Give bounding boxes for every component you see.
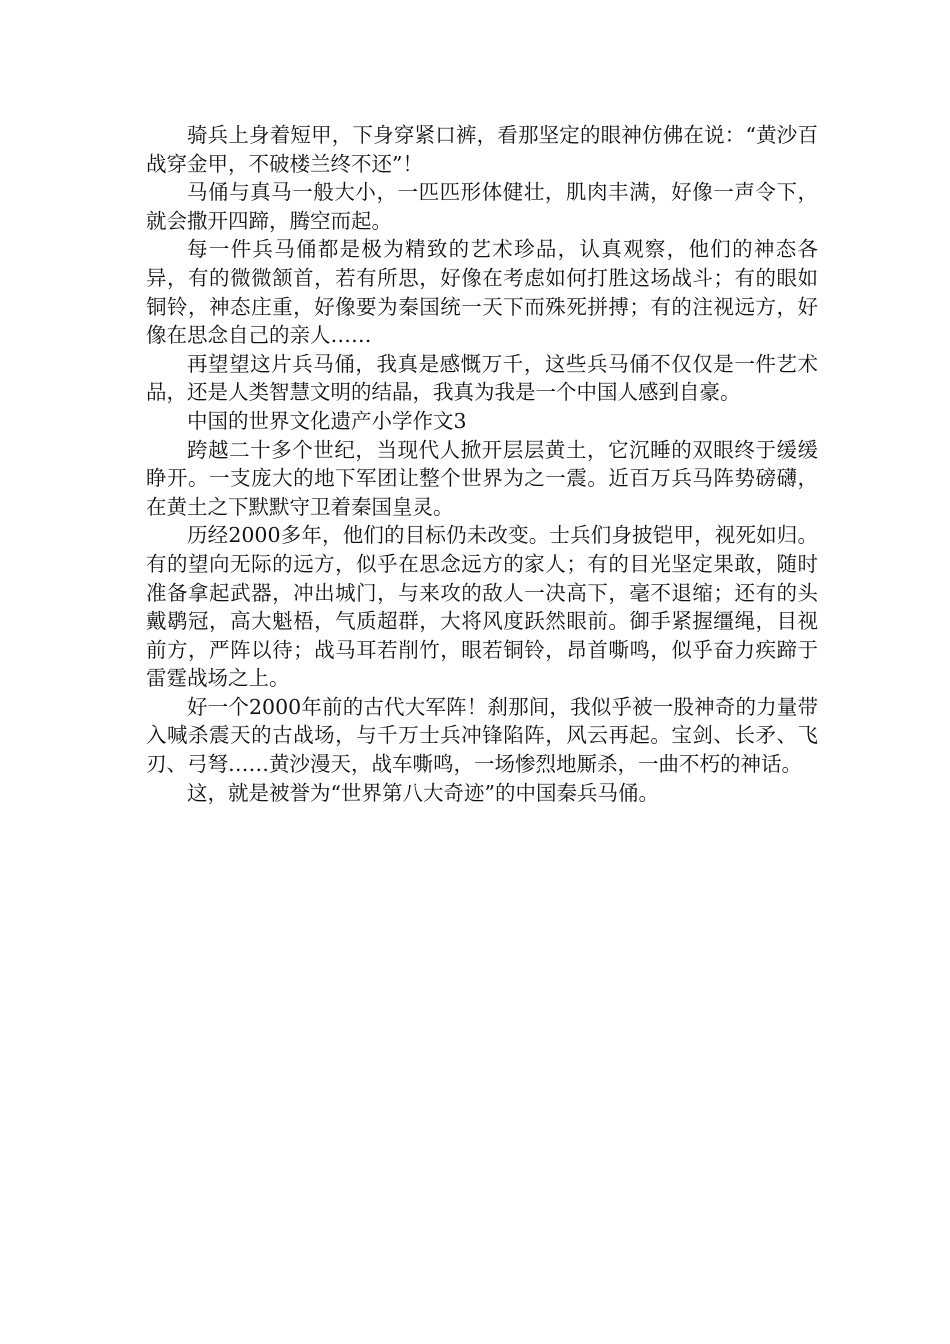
paragraph-battlefield: 好一个2000年前的古代大军阵！刹那间，我似乎被一股神奇的力量带入喊杀震天的古战场，与千万士兵冲锋陷阵，风云再起。宝剑、长矛、飞刃、弓弩……黄沙漫天，战车嘶鸣，一场惨烈地厮杀，一曲不朽的神话。 <box>146 694 818 777</box>
paragraph-conclusion: 这，就是被誉为“世界第八大奇迹”的中国秦兵马俑。 <box>187 780 659 805</box>
essay-heading: 中国的世界文化遗产小学作文3 <box>187 408 467 433</box>
paragraph-reflection: 再望望这片兵马俑，我真是感慨万千，这些兵马俑不仅仅是一件艺术品，还是人类智慧文明的结晶，我真为我是一个中国人感到自豪。 <box>146 351 818 405</box>
paragraph-horses: 马俑与真马一般大小，一匹匹形体健壮，肌肉丰满，好像一声令下，就会撒开四蹄，腾空而起。 <box>146 180 818 233</box>
paragraph-expressions: 每一件兵马俑都是极为精致的艺术珍品，认真观察，他们的神态各异，有的微微颔首，若有所思，好像在考虑如何打胜这场战斗；有的眼如铜铃，神态庄重，好像要为秦国统一天下而殊死拼搏；有的注视远方，好像在思念自己的亲人…… <box>146 237 818 348</box>
paragraph-soldiers: 历经2000多年，他们的目标仍未改变。士兵们身披铠甲，视死如归。有的望向无际的远方，似乎在思念远方的家人；有的目光坚定果敢，随时准备拿起武器，冲出城门，与来攻的敌人一决高下，毫不退缩；还有的头戴鹖冠，高大魁梧，气质超群，大将风度跃然眼前。御手紧握缰绳，目视前方，严阵以待；战马耳若削竹，眼若铜铃，昂首嘶鸣，似乎奋力疾蹄于雷霆战场之上。 <box>146 523 818 691</box>
document-body <box>146 121 818 807</box>
paragraph-cavalry: 骑兵上身着短甲，下身穿紧口裤，看那坚定的眼神仿佛在说：“黄沙百战穿金甲，不破楼兰终不还”！ <box>146 123 818 176</box>
paragraph-awakening: 跨越二十多个世纪，当现代人掀开层层黄土，它沉睡的双眼终于缓缓睁开。一支庞大的地下军团让整个世界为之一震。近百万兵马阵势磅礴，在黄土之下默默守卫着秦国皇灵。 <box>146 437 818 519</box>
